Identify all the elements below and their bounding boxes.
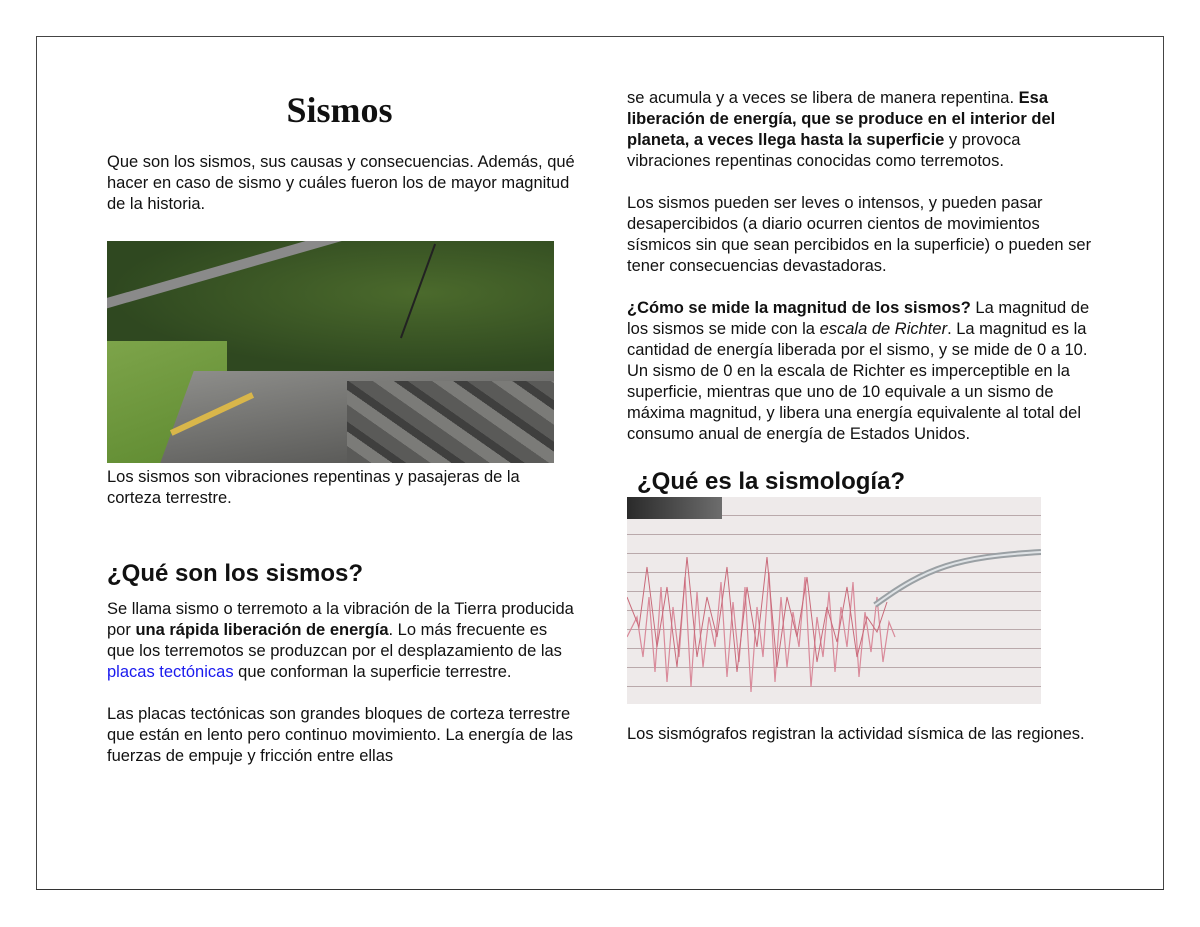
photo-caption: Los sismos son vibraciones repentinas y pasajeras de la corteza terrestre. bbox=[107, 468, 520, 507]
section1-paragraph-1: Se llama sismo o terremoto a la vibración de la Tierra producida por una rápida liberación de energía. Lo más frecuente es que los terremotos se produzcan por el desplazamiento de las placas tectónicas que conforman la superficie terrestre. bbox=[107, 600, 574, 681]
right-paragraph-3: ¿Cómo se mide la magnitud de los sismos? La magnitud de los sismos se mide con la escala de Richter. La magnitud es la cantidad de energía liberada por el sismo, y se mide de 0 a 10. Un sismo de 0 en la escala de Richter es imperceptible en la superficie, mientras que uno de 10 equivale a un sismo de máxima magnitud, y libera una energía equivalente al total del consumo anual de energía de Estados Unidos. bbox=[627, 299, 1090, 443]
earthquake-road-photo bbox=[107, 241, 554, 463]
seismograph-caption: Los sismógrafos registran la actividad sísmica de las regiones. bbox=[627, 725, 1085, 743]
magnitude-question: ¿Cómo se mide la magnitud de los sismos? bbox=[627, 299, 971, 317]
bold-phrase: una rápida liberación de energía bbox=[135, 621, 389, 639]
right-paragraph-1: se acumula y a veces se libera de manera repentina. Esa liberación de energía, que se produce en el interior del planeta, a veces llega hasta la superficie y provoca vibraciones repentinas conocidas como terremotos. bbox=[627, 89, 1056, 170]
seismograph-photo bbox=[627, 497, 1041, 704]
section1-paragraph-2: Las placas tectónicas son grandes bloques de corteza terrestre que están en lento pero continuo movimiento. La energía de las fuerzas de empuje y fricción entre ellas bbox=[107, 705, 573, 765]
section-heading-que-son: ¿Qué son los sismos? bbox=[107, 560, 364, 587]
section-heading-sismologia: ¿Qué es la sismología? bbox=[637, 468, 906, 495]
richter-scale-term: escala de Richter bbox=[819, 320, 948, 338]
placas-tectonicas-link[interactable]: placas tectónicas bbox=[107, 663, 234, 681]
right-column bbox=[627, 88, 1097, 745]
page-title: Sismos bbox=[286, 90, 393, 130]
bold-phrase-energia: Esa liberación de energía, que se produce en el interior del planeta, a veces llega hasta la superficie bbox=[627, 89, 1056, 149]
left-column bbox=[107, 88, 577, 767]
page-bottom-rule bbox=[36, 889, 1164, 890]
right-paragraph-2: Los sismos pueden ser leves o intensos, y pueden pasar desapercibidos (a diario ocurren cientos de movimientos sísmicos sin que sean percibidos en la superficie) o pueden ser tener consecuencias devastadoras. bbox=[627, 194, 1092, 275]
intro-paragraph: Que son los sismos, sus causas y consecuencias. Además, qué hacer en caso de sismo y cuáles fueron los de mayor magnitud de la historia. bbox=[107, 153, 575, 213]
